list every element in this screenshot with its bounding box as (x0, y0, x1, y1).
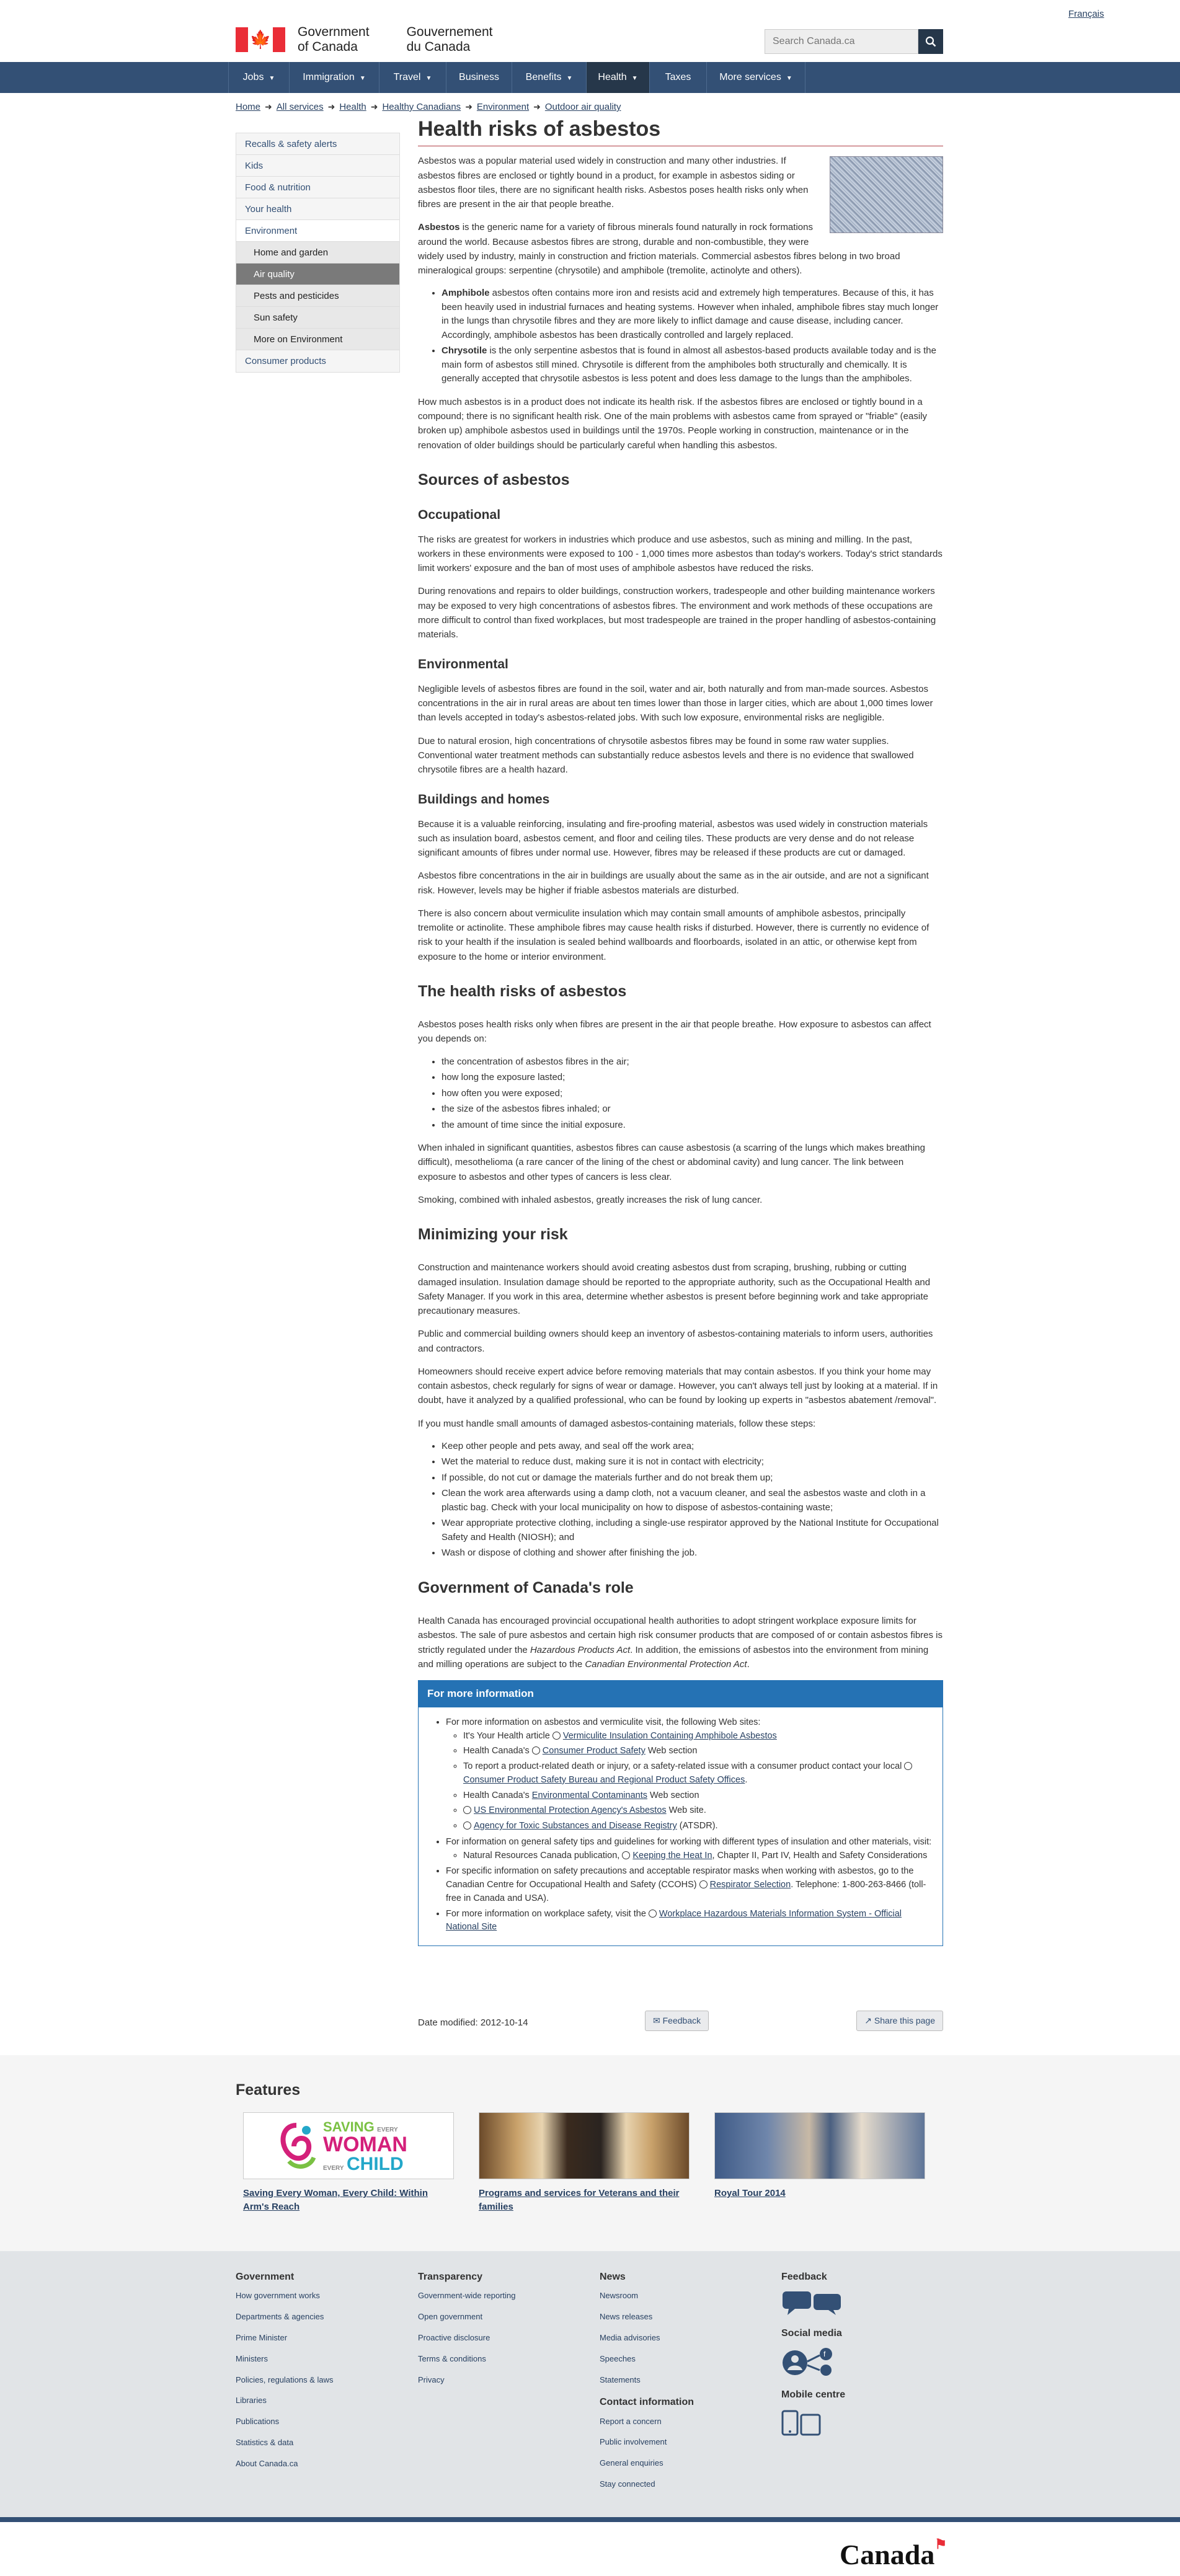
site-search (765, 29, 943, 54)
leftnav-consumer-products[interactable]: Consumer products (236, 350, 399, 372)
footer-heading: Contact information (600, 2397, 694, 2408)
feedback-button[interactable]: ✉ Feedback (645, 2011, 709, 2031)
site-header (0, 0, 1180, 62)
footer-link[interactable]: Public involvement (600, 2437, 667, 2447)
feedback-icon[interactable] (781, 2290, 955, 2315)
canada-flag-icon: 🍁 (236, 27, 285, 52)
footer-heading: Transparency (418, 2272, 483, 2282)
footer-link[interactable]: Policies, regulations & laws (236, 2375, 334, 2384)
list-item: • For more information on asbestos and vermiculite visit, the following Web sites: ◦ It's Your Health article Vermiculite Insulation Containing Amphibole Asbestos ◦ Health Canada's Consumer Product Safety Web section ◦ To report a product-related death or injury, or a safety-related issue with a consumer product contact your local Consumer Product Safety Bureau and Regional Product Safety Offices. ◦ Health Canada's Environmental Contaminants Web section ◦ US Environmental Protection Agency's Asbestos Web site. ◦ Agency for Toxic Substances and Disease Registry (ATSDR). (446, 1716, 934, 1833)
leftnav-recalls[interactable]: Recalls & safety alerts (236, 133, 399, 155)
heading-occupational: Occupational (418, 508, 501, 523)
breadcrumb-healthy-canadians[interactable]: Healthy Canadians (382, 102, 461, 112)
footer-link[interactable]: Terms & conditions (418, 2353, 486, 2363)
leftnav-food[interactable]: Food & nutrition (236, 177, 399, 198)
leftnav-kids[interactable]: Kids (236, 155, 399, 177)
caret-down-icon: ▼ (359, 75, 366, 82)
buildings-paragraph-1: Because it is a valuable reinforcing, insulating and fire-proofing material, asbestos was used widely in construction materials such as insulation board, asbestos cement, and floor and ceiling tiles. These products are very dense and do not release significant amounts of fibres under normal use. However, fibres may be released if these products are cut or damaged. (418, 818, 928, 859)
saving-women-logo: SAVING EVERY WOMAN EVERY CHILD (243, 2112, 454, 2179)
footer-link[interactable]: Report a concern (600, 2416, 662, 2426)
link-regional-offices[interactable]: Consumer Product Safety Bureau and Regional Product Safety Offices (463, 1774, 745, 1785)
menu-jobs[interactable]: Jobs ▼ (228, 62, 289, 93)
heading-buildings: Buildings and homes (418, 792, 550, 807)
svg-text:f: f (823, 2350, 826, 2359)
asbestos-types-list (441, 286, 943, 386)
link-environmental-contaminants[interactable]: Environmental Contaminants (531, 1790, 647, 1800)
footer-feedback-social (781, 2270, 955, 2447)
occupational-paragraph-2: During renovations and repairs to older buildings, construction workers, tradespeople and other building maintenance workers may be exposed to very high concentrations of asbestos fibres. The environment and work methods of these occupations are more difficult to control than fixed workplaces, but most tradespeople are trained in the proper handling of asbestos-containing materials. (418, 586, 936, 640)
environmental-paragraph-2: Due to natural erosion, high concentrations of chrysotile asbestos fibres may be found in some raw water supplies. Conventional water treatment methods can substantially reduce asbestos levels and there is no evidence that swallowed chrysotile fibres are a health hazard. (418, 735, 914, 776)
link-us-epa[interactable]: US Environmental Protection Agency's Asbestos (474, 1805, 667, 1816)
footer-link[interactable]: About Canada.ca (236, 2458, 298, 2468)
list-item: • Keep other people and pets away, and seal off the work area; (441, 1440, 943, 1454)
menu-benefits[interactable]: Benefits ▼ (512, 62, 586, 93)
globe-icon (649, 1910, 657, 1918)
list-item: • Chrysotile is the only serpentine asbestos that is found in almost all asbestos-based products available today and is the main form of asbestos still mined. Chrysotile is different from the amphiboles both structurally and chemically. It is generally accepted that chrysotile asbestos is less potent and does less damage to the lungs than the amphiboles. (441, 344, 943, 386)
heading-health-risks: The health risks of asbestos (418, 982, 627, 1000)
government-role-paragraph: Health Canada has encouraged provincial occupational health authorities to adopt stringent workplace exposure limits for asbestos. The sale of pure asbestos and certain high risk consumer products that are composed of or contain asbestos fibres is strictly regulated under the Hazardous Products Act. In addition, the emissions of asbestos into the environment from mining and milling operations are subject to the Canadian Environmental Protection Act. (418, 1616, 943, 1670)
caret-down-icon: ▼ (268, 75, 275, 82)
list-item: ◦ Natural Resources Canada publication, Keeping the Heat In, Chapter II, Part IV, Health and Safety Considerations (463, 1849, 934, 1863)
arrow-right-icon: ➜ (370, 102, 378, 112)
search-input[interactable] (765, 29, 918, 54)
speech-bubbles-icon (781, 2290, 843, 2315)
royal-tour-photo (714, 2112, 925, 2179)
search-icon (925, 36, 936, 47)
list-item: • For specific information on safety precautions and acceptable respirator masks when working with asbestos, go to the Canadian Centre for Occupational Health and Safety (CCOHS) Respirator Selection. Telephone: 1-800-263-8466 (toll-free in Canada and USA). (446, 1865, 934, 1905)
caret-down-icon: ▼ (425, 75, 432, 82)
list-item: ◦ Agency for Toxic Substances and Disease Registry (ATSDR). (463, 1820, 934, 1833)
footer-heading[interactable]: Mobile centre (781, 2389, 846, 2401)
social-network-icon (781, 2347, 862, 2376)
leftnav-your-health[interactable]: Your health (236, 198, 399, 220)
breadcrumb-home[interactable]: Home (236, 102, 261, 112)
caret-down-icon: ▼ (566, 75, 573, 82)
list-item: ◦ To report a product-related death or injury, or a safety-related issue with a consumer product contact your local Consumer Product Safety Bureau and Regional Product Safety Offices. (463, 1760, 934, 1787)
leftnav-air-quality[interactable]: Air quality (236, 263, 399, 285)
risks-paragraph-3: Smoking, combined with inhaled asbestos, greatly increases the risk of lung cancer. (418, 1194, 763, 1205)
link-vermiculite[interactable]: Vermiculite Insulation Containing Amphibole Asbestos (562, 1730, 777, 1741)
list-item: • Clean the work area afterwards using a damp cloth, not a vacuum cleaner, and seal the asbestos waste and cloth in a plastic bag. Check with your local municipality on how to dispose of asbestos-containing waste; (441, 1487, 943, 1515)
footer-link[interactable]: Departments & agencies (236, 2312, 324, 2322)
brand-en-line2: of Canada (298, 40, 358, 54)
footer-government (236, 2270, 409, 2479)
arrow-right-icon: ➜ (533, 102, 541, 112)
brand-fr-line1: Gouvernement (406, 25, 493, 39)
footer-link[interactable]: Statistics & data (236, 2438, 294, 2448)
mobile-devices-icon (781, 2409, 825, 2436)
flag-icon: ⚑ (934, 2536, 947, 2552)
minimizing-paragraph-2: Public and commercial building owners should keep an inventory of asbestos-containing materials to inform users, authorities and contractors. (418, 1329, 933, 1354)
list-item: • For more information on workplace safety, visit the Workplace Hazardous Materials Information System - Official National Site (446, 1908, 934, 1935)
site-footer (0, 2251, 1180, 2517)
list-item: • how long the exposure lasted; (441, 1071, 943, 1085)
brand-fr-line2: du Canada (406, 40, 471, 54)
footer-link[interactable]: Speeches (600, 2353, 636, 2363)
footer-link[interactable]: General enquiries (600, 2458, 663, 2468)
heading-government-role: Government of Canada's role (418, 1578, 634, 1596)
footer-news (600, 2270, 773, 2500)
footer-link[interactable]: Media advisories (600, 2332, 660, 2342)
footer-link[interactable]: Ministers (236, 2353, 268, 2363)
footer-link[interactable]: Proactive disclosure (418, 2332, 490, 2342)
brand-en-line1: Government (298, 25, 370, 39)
menu-immigration[interactable]: Immigration ▼ (289, 62, 379, 93)
minimizing-paragraph-3: Homeowners should receive expert advice before removing materials that may contain asbestos. If you think your home may contain asbestos, check regularly for signs of wear or damage. However, you can't always tell just by looking at a material. If in doubt, have it analyzed by a qualified professional, who can be found by looking up experts in "asbestos abatement /removal". (418, 1366, 938, 1406)
section-menu (236, 133, 400, 373)
footer-bottom (0, 2517, 1180, 2569)
footer-link[interactable]: Open government (418, 2312, 483, 2322)
footer-link[interactable]: Stay connected (600, 2479, 655, 2489)
mother-child-icon (272, 2118, 321, 2174)
search-button[interactable] (918, 29, 943, 54)
features-heading: Features (236, 2081, 301, 2099)
footer-link[interactable]: News releases (600, 2312, 653, 2322)
breadcrumb-all-services[interactable]: All services (276, 102, 324, 112)
footer-link[interactable]: Government-wide reporting (418, 2291, 516, 2301)
menu-travel[interactable]: Travel ▼ (379, 62, 446, 93)
features-section (0, 2055, 1180, 2251)
footer-link[interactable]: How government works (236, 2291, 320, 2301)
list-item: • Wet the material to reduce dust, making sure it is not in contact with electricity; (441, 1455, 943, 1469)
menu-more-services[interactable]: More services ▼ (706, 62, 805, 93)
risks-paragraph-2: When inhaled in significant quantities, asbestos fibres can cause asbestosis (a scarring of the lungs which makes breathing difficult), mesothelioma (a rare cancer of the lining of the chest or abdominal cavity) and lung cancer. The link between exposure to asbestos and other types of cancers is less clear. (418, 1143, 925, 1182)
minimizing-paragraph-4: If you must handle small amounts of damaged asbestos-containing materials, follow these steps: (418, 1418, 816, 1429)
mobile-centre-icon[interactable] (781, 2409, 955, 2436)
link-consumer-product-safety[interactable]: Consumer Product Safety (542, 1746, 645, 1756)
menu-health[interactable]: Health ▼ (586, 62, 649, 93)
asbestos-fibre-image (830, 156, 943, 233)
footer-heading[interactable]: Feedback (781, 2272, 827, 2282)
footer-link[interactable]: Publications (236, 2417, 280, 2427)
buildings-paragraph-3: There is also concern about vermiculite insulation which may contain small amounts of amphibole asbestos, principally tremolite or actinolite. These amphibole fibres may cause health risks if disturbed. However, there is currently no evidence of risk to your health if the insulation is sealed behind wallboards and floorboards, isolated in an attic, or otherwise kept from exposure to the home or interior environment. (418, 908, 929, 962)
footer-heading: News (600, 2272, 626, 2282)
leftnav-home-garden[interactable]: Home and garden (236, 242, 399, 263)
globe-icon (463, 1806, 471, 1814)
list-item: • how often you were exposed; (441, 1087, 943, 1101)
caret-down-icon: ▼ (786, 75, 792, 82)
menu-business[interactable]: Business (446, 62, 512, 93)
breadcrumb (236, 100, 621, 114)
footer-heading[interactable]: Social media (781, 2328, 842, 2339)
globe-icon (622, 1851, 630, 1859)
list-item: • the concentration of asbestos fibres in the air; (441, 1055, 943, 1069)
footer-heading: Government (236, 2272, 295, 2282)
link-whmis[interactable]: Workplace Hazardous Materials Information System - Official National Site (446, 1908, 902, 1932)
page-title: Health risks of asbestos (418, 118, 943, 146)
main-menu (0, 62, 1180, 93)
globe-icon (463, 1821, 471, 1830)
veterans-photo (479, 2112, 690, 2179)
main-content (418, 118, 943, 1952)
list-item: ◦ Health Canada's Consumer Product Safety Web section (463, 1745, 934, 1758)
heading-sources: Sources of asbestos (418, 471, 570, 489)
feature-card[interactable] (714, 2112, 925, 2200)
list-item: • For information on general safety tips and guidelines for working with different types of insulation and other materials, visit: ◦ Natural Resources Canada publication, Keeping the Heat In, Chapter II, Part IV, Health and Safety Considerations (446, 1836, 934, 1863)
heading-minimizing-risk: Minimizing your risk (418, 1226, 568, 1244)
risks-paragraph-1: Asbestos poses health risks only when fibres are present in the air that people breathe. How exposure to asbestos can affect you depends on: (418, 1019, 931, 1045)
risk-factors-list (441, 1055, 943, 1133)
leftnav-sun-safety[interactable]: Sun safety (236, 307, 399, 329)
footer-link[interactable]: Privacy (418, 2375, 445, 2384)
more-info-heading: For more information (419, 1681, 943, 1707)
list-item: • the amount of time since the initial exposure. (441, 1118, 943, 1133)
environmental-paragraph-1: Negligible levels of asbestos fibres are found in the soil, water and air, both naturally and from man-made sources. Asbestos concentrations in the air in rural areas are about ten times lower than those in larger cities, which are about 1,000 times lower than levels accepted in today's asbestos-related jobs. With such low exposure, environmental risks are negligible. (418, 683, 933, 724)
arrow-right-icon: ➜ (265, 102, 272, 112)
link-atsdr[interactable]: Agency for Toxic Substances and Disease Registry (474, 1821, 677, 1831)
list-item: ◦ It's Your Health article Vermiculite Insulation Containing Amphibole Asbestos (463, 1730, 934, 1743)
how-much-paragraph: How much asbestos is in a product does not indicate its health risk. If the asbestos fibres are enclosed or tightly bound in a compound; there is no significant health risk. One of the main problems with asbestos came from sprayed or "friable" (easily broken up) amphibole asbestos used in buildings until the 1970s. People working in construction, maintenance or in the renovation of older buildings should be particularly careful when handling this asbestos. (418, 396, 928, 451)
date-modified: Date modified: 2012-10-14 (418, 2017, 528, 2028)
footer-link[interactable]: Statements (600, 2375, 641, 2384)
buildings-paragraph-2: Asbestos fibre concentrations in the air in buildings are usually about the same as in the air outside, and are not a significant risk. However, levels may be higher if friable asbestos materials are disturbed. (418, 870, 929, 896)
comment-icon: ✉ (653, 2016, 660, 2025)
handling-steps-list (441, 1440, 943, 1560)
heading-environmental: Environmental (418, 657, 508, 672)
globe-icon (532, 1746, 540, 1755)
leftnav-more-environment[interactable]: More on Environment (236, 329, 399, 350)
leftnav-pests[interactable]: Pests and pesticides (236, 285, 399, 307)
footer-link[interactable]: Libraries (236, 2396, 267, 2406)
list-item: • Wash or dispose of clothing and shower after finishing the job. (441, 1546, 943, 1560)
breadcrumb-health[interactable]: Health (339, 102, 366, 112)
social-media-icon[interactable] (781, 2347, 955, 2376)
generic-paragraph: Asbestos is the generic name for a variety of fibrous minerals found naturally in rock formations around the world. Because asbestos fibres are strong, durable and non-combustible, they were widely used by industry, mainly in construction and friction materials. Commercial asbestos fibres belong in two broad mineralogical groups: serpentine (chrysotile) and amphibole (tremolite, actinolyte and others). (418, 222, 900, 277)
footer-transparency (418, 2270, 592, 2395)
minimizing-paragraph-1: Construction and maintenance workers should avoid creating asbestos dust from scraping, brushing, rubbing or cutting damaged insulation. Insulation damage should be reported to the appropriate authority, such as the Occupational Health and Safety Manager. If you work in this area, determine whether asbestos is present before beginning work and take appropriate precautionary measures. (418, 1262, 931, 1317)
feature-caption[interactable]: Royal Tour 2014 (714, 2188, 786, 2198)
link-keeping-heat-in[interactable]: Keeping the Heat In (632, 1850, 712, 1861)
breadcrumb-outdoor-air-quality[interactable]: Outdoor air quality (544, 102, 621, 112)
menu-taxes[interactable]: Taxes (649, 62, 706, 93)
list-item: ◦ US Environmental Protection Agency's Asbestos Web site. (463, 1804, 934, 1818)
arrow-right-icon: ➜ (327, 102, 335, 112)
arrow-right-icon: ➜ (465, 102, 472, 112)
globe-icon (699, 1880, 708, 1888)
list-item: • Wear appropriate protective clothing, including a single-use respirator approved by the National Institute for Occupational Safety and Health (NIOSH); and (441, 1516, 943, 1544)
breadcrumb-environment[interactable]: Environment (476, 102, 530, 112)
page-details (418, 2011, 943, 2035)
feature-card[interactable] (479, 2112, 690, 2214)
canada-wordmark: Canada⚑ (840, 2536, 947, 2570)
list-item: ◦ Health Canada's Environmental Contaminants Web section (463, 1789, 934, 1803)
link-respirator-selection[interactable]: Respirator Selection (709, 1880, 791, 1890)
footer-link[interactable]: Prime Minister (236, 2332, 288, 2342)
globe-icon (552, 1732, 561, 1740)
list-item: • If possible, do not cut or damage the materials further and do not break them up; (441, 1471, 943, 1485)
footer-link[interactable]: Newsroom (600, 2291, 639, 2301)
caret-down-icon: ▼ (631, 75, 638, 82)
share-icon: ↗ (864, 2016, 872, 2025)
occupational-paragraph-1: The risks are greatest for workers in industries which produce and use asbestos, such as mining and milling. In the past, workers in these environments were exposed to 100 - 1,000 times more asbestos than today's workers. Today's strict standards limit workers' exposure and the ban of most uses of amphibole asbestos have reduced the risks. (418, 534, 943, 574)
feature-caption[interactable]: Saving Every Woman, Every Child: Within Arm's Reach (243, 2188, 428, 2212)
feature-caption[interactable]: Programs and services for Veterans and their families (479, 2188, 680, 2212)
globe-icon (904, 1762, 912, 1770)
list-item: • the size of the asbestos fibres inhaled; or (441, 1102, 943, 1117)
language-toggle-link[interactable]: Français (1068, 9, 1104, 19)
government-brand[interactable] (236, 25, 530, 55)
share-button[interactable]: ↗ Share this page (856, 2011, 943, 2031)
more-info-panel (418, 1680, 943, 1946)
leftnav-environment[interactable]: Environment (236, 220, 399, 242)
list-item: • Amphibole asbestos often contains more iron and resists acid and extremely high temperatures. Because of this, it has been heavily used in industrial furnaces and heating systems. However when inhaled, amphibole fibres stay much longer in the lungs than chrysotile fibres and they are more likely to inflict damage and cause disease, including cancer. Accordingly, amphibole asbestos has been drastically controlled and largely replaced. (441, 286, 943, 342)
feature-card[interactable] (243, 2112, 454, 2214)
intro-paragraph: Asbestos was a popular material used widely in construction and many other industries. If asbestos fibres are enclosed or tightly bound in a product, for example in asbestos siding or asbestos floor tiles, there are no significant health risks. Asbestos poses health risks only when fibres are present in the air that people breathe. (418, 156, 809, 210)
